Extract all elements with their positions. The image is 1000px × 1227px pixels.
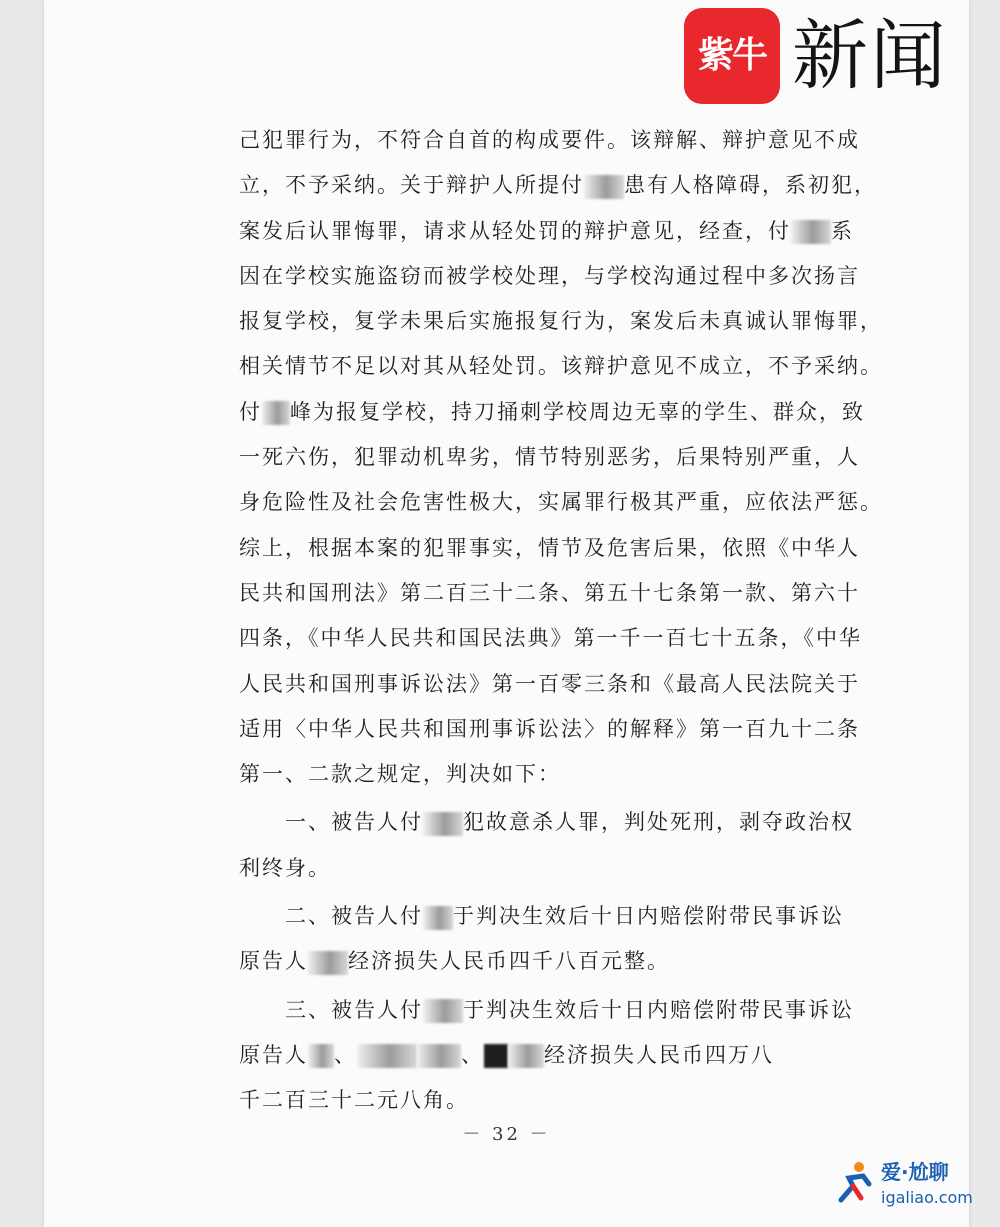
- redaction-mark: [423, 812, 463, 836]
- text-line: 相关情节不足以对其从轻处罚。该辩护意见不成立，不予采纳。: [239, 354, 883, 379]
- verdict-item-2: 二、被告人付 于判决生效后十日内赔偿附带民事诉讼: [285, 904, 844, 929]
- site-watermark: [835, 1156, 995, 1220]
- text-line: 利终身。: [239, 855, 331, 880]
- text-line: 第一、二款之规定，判决如下：: [239, 762, 561, 787]
- text-line: 己犯罪行为，不符合自首的构成要件。该辩解、辩护意见不成: [239, 128, 860, 152]
- redaction-mark: [357, 1044, 417, 1068]
- news-logo: [684, 8, 984, 104]
- redaction-mark: [423, 906, 453, 930]
- watermark-url: igaliao.com: [881, 1188, 973, 1207]
- text-line: 综上，根据本案的犯罪事实，情节及危害后果，依照《中华人: [239, 535, 860, 560]
- text-line: 适用〈中华人民共和国刑事诉讼法〉的解释》第一百九十二条: [239, 716, 860, 741]
- redaction-mark: [308, 1044, 334, 1068]
- document-page: [44, 0, 969, 1227]
- watermark-title: 爱·尬聊: [881, 1160, 949, 1184]
- page-number: － 32 －: [462, 1124, 551, 1145]
- text-line: 案发后认罪悔罪，请求从轻处罚的辩护意见，经查，付 系: [239, 218, 854, 243]
- redaction-mark: [262, 401, 290, 425]
- text-line: 原告人 、 、 经济损失人民币四万八: [239, 1042, 774, 1067]
- redaction-mark: [508, 1044, 544, 1068]
- logo-badge: 紫牛: [684, 8, 780, 104]
- verdict-item-3: 三、被告人付 于判决生效后十日内赔偿附带民事诉讼: [285, 997, 854, 1022]
- verdict-item-1: 一、被告人付 犯故意杀人罪，判处死刑，剥夺政治权: [285, 810, 854, 835]
- text-line: 千二百三十二元八角。: [239, 1088, 469, 1113]
- redaction-mark: [484, 1044, 508, 1068]
- text-line: 付 峰为报复学校，持刀捅刺学校周边无辜的学生、群众，致: [239, 399, 865, 424]
- redaction-mark: [417, 1044, 461, 1068]
- redaction-mark: [791, 220, 831, 244]
- text-line: 民共和国刑法》第二百三十二条、第五十七条第一款、第六十: [239, 580, 860, 605]
- redaction-mark: [584, 175, 624, 199]
- text-line: 因在学校实施盗窃而被学校处理，与学校沟通过程中多次扬言: [239, 263, 860, 288]
- text-line: 身危险性及社会危害性极大，实属罪行极其严重，应依法严惩。: [239, 490, 883, 515]
- text-line: 立，不予采纳。关于辩护人所提付 患有人格障碍，系初犯，: [239, 173, 877, 198]
- redaction-mark: [308, 951, 348, 975]
- text-line: 四条，《中华人民共和国民法典》第一千一百七十五条，《中华: [239, 626, 862, 651]
- judgment-text: [239, 118, 889, 1124]
- redaction-mark: [423, 999, 463, 1023]
- text-line: 报复学校，复学未果后实施报复行为，案发后未真诚认罪悔罪，: [239, 309, 883, 334]
- logo-word: 新闻: [792, 11, 948, 100]
- text-line: 原告人 经济损失人民币四千八百元整。: [239, 949, 670, 974]
- text-line: 一死六伤，犯罪动机卑劣，情节特别恶劣，后果特别严重，人: [239, 445, 860, 470]
- text-line: 人民共和国刑事诉讼法》第一百零三条和《最高人民法院关于: [239, 671, 860, 696]
- running-figure-icon: [835, 1160, 875, 1204]
